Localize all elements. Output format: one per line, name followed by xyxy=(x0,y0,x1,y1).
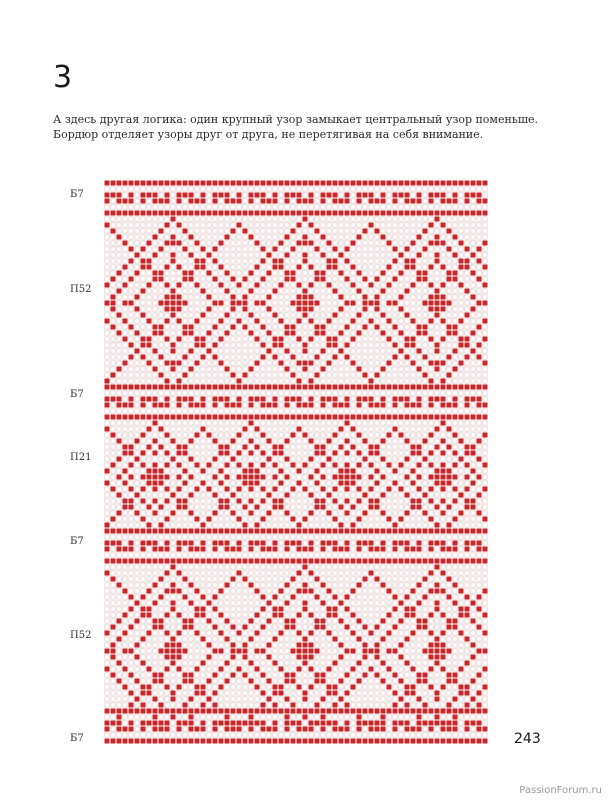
intro-line-2: Бордюр отделяет узоры друг от друга, не перетягивая на себя внимание. xyxy=(53,128,484,141)
band-label-b7-upper-mid: Б7 xyxy=(70,389,84,400)
band-label-b7-top: Б7 xyxy=(70,189,84,200)
embroidery-pattern-grid xyxy=(104,180,488,744)
watermark: PassionForum.ru xyxy=(519,785,602,796)
page-number: 243 xyxy=(514,731,541,747)
band-label-p21: П21 xyxy=(70,452,92,463)
band-label-p52-top: П52 xyxy=(70,284,92,295)
intro-line-1: А здесь другая логика: один крупный узор замыкает центральный узор поменьше. xyxy=(53,113,539,126)
embroidery-chart xyxy=(104,180,488,744)
band-label-p52-bottom: П52 xyxy=(70,630,92,641)
band-label-b7-bottom: Б7 xyxy=(70,733,84,744)
band-label-b7-lower-mid: Б7 xyxy=(70,536,84,547)
chapter-number: 3 xyxy=(53,60,73,95)
intro-text xyxy=(53,112,553,142)
